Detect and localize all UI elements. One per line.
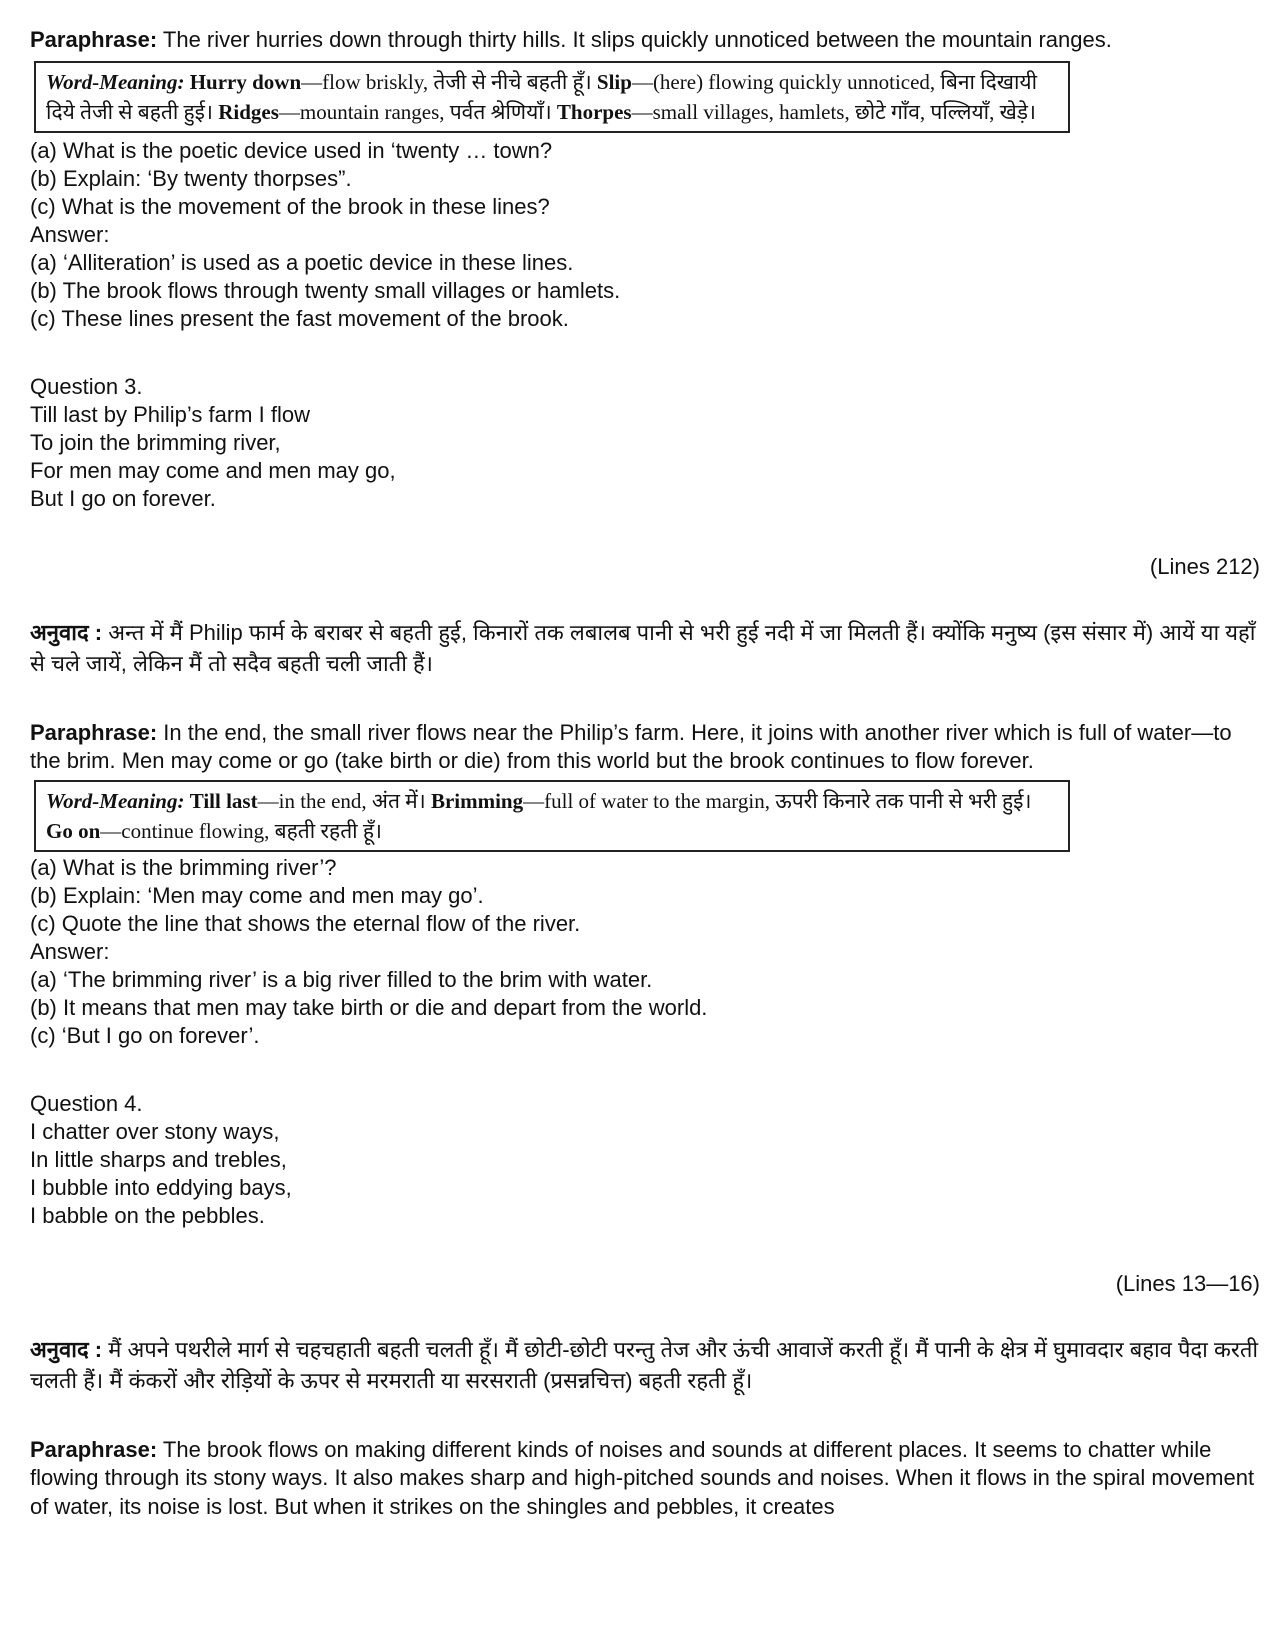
paraphrase-2 xyxy=(30,719,1260,776)
qa-line: (b) It means that men may take birth or die and depart from the world. xyxy=(30,994,708,1020)
paraphrase-label: Paraphrase: xyxy=(30,1436,158,1462)
poem-line: For men may come and men may go, xyxy=(30,457,396,483)
line-reference: (Lines 212) xyxy=(1149,553,1260,579)
wm-def: —continue flowing, बहती रहती हूँ। xyxy=(100,818,382,843)
qa-line: (b) Explain: ‘By twenty thorpses”. xyxy=(30,165,352,191)
paraphrase-text: The river hurries down through thirty hills. It slips quickly unnoticed between the mountain ranges. xyxy=(157,27,1112,52)
wm-def: —mountain ranges, पर्वत श्रेणियाँ। xyxy=(278,99,552,124)
word-meaning-box-2 xyxy=(34,780,1070,852)
word-meaning-label: Word-Meaning: xyxy=(46,788,185,813)
paraphrase-text: In the end, the small river flows near the Philip’s farm. Here, it joins with another river which is full of water—to the brim. Men may come or go (take birth or die) from this world but the brook continues to flow forever. xyxy=(30,719,1232,773)
qa-line: (a) ‘Alliteration’ is used as a poetic device in these lines. xyxy=(30,249,574,275)
paraphrase-3 xyxy=(30,1436,1260,1522)
wm-def: —(here) flowing quickly unnoticed, बिना दिखायी दिये तेजी से बहती हुई। xyxy=(46,69,1038,124)
qa-line: (b) Explain: ‘Men may come and men may go’. xyxy=(30,882,484,908)
question-answer-block-2 xyxy=(30,854,1260,1050)
question-3-poem xyxy=(30,373,1260,513)
wm-term: Go on xyxy=(46,818,101,843)
line-reference: (Lines 13—16) xyxy=(1115,1270,1260,1296)
wm-def: —flow briskly, तेजी से नीचे बहती हूँ। xyxy=(301,69,592,94)
translation-2 xyxy=(30,1334,1260,1396)
wm-term: Ridges xyxy=(218,99,279,124)
question-answer-block-1 xyxy=(30,137,1260,333)
wm-def: —in the end, अंत में। xyxy=(257,788,426,813)
poem-line: I babble on the pebbles. xyxy=(30,1202,265,1228)
translation-label: अनुवाद : xyxy=(30,619,103,645)
paraphrase-label: Paraphrase: xyxy=(30,27,158,52)
wm-term: Hurry down xyxy=(189,69,302,94)
question-4-poem xyxy=(30,1090,1260,1230)
paraphrase-label: Paraphrase: xyxy=(30,719,158,745)
wm-term: Till last xyxy=(189,788,258,813)
poem-line: Question 3. xyxy=(30,373,143,399)
qa-line: Answer: xyxy=(30,938,110,964)
wm-term: Brimming xyxy=(430,788,524,813)
qa-line: (a) ‘The brimming river’ is a big river filled to the brim with water. xyxy=(30,966,653,992)
poem-line: In little sharps and trebles, xyxy=(30,1146,287,1172)
wm-term: Slip xyxy=(596,69,632,94)
qa-line: (c) ‘But I go on forever’. xyxy=(30,1022,260,1048)
paraphrase-1 xyxy=(30,26,1260,55)
qa-line: (b) The brook flows through twenty small villages or hamlets. xyxy=(30,277,621,303)
paraphrase-text: The brook flows on making different kinds of noises and sounds at different places. It seems to chatter while flowing through its stony ways. It also makes sharp and high-pitched sounds and noises. When it flows in the spiral movement of water, its noise is lost. But when it strikes on the shingles and pebbles, it creates xyxy=(30,1436,1255,1519)
qa-line: (a) What is the brimming river’? xyxy=(30,854,337,880)
wm-def: —small villages, hamlets, छोटे गाँव, पल्लियाँ, खेड़े। xyxy=(631,99,1036,124)
qa-line: (c) Quote the line that shows the eternal flow of the river. xyxy=(30,910,581,936)
poem-line: To join the brimming river, xyxy=(30,429,281,455)
poem-line: I chatter over stony ways, xyxy=(30,1118,280,1144)
poem-line: I bubble into eddying bays, xyxy=(30,1174,292,1200)
translation-label: अनुवाद : xyxy=(30,1336,103,1362)
qa-line: (c) These lines present the fast movement of the brook. xyxy=(30,305,569,331)
poem-line: But I go on forever. xyxy=(30,485,216,511)
poem-line: Question 4. xyxy=(30,1090,143,1116)
word-meaning-box-1 xyxy=(34,61,1070,133)
qa-line: (c) What is the movement of the brook in these lines? xyxy=(30,193,550,219)
poem-line: Till last by Philip’s farm I flow xyxy=(30,401,310,427)
wm-def: —full of water to the margin, ऊपरी किनारे तक पानी से भरी हुई। xyxy=(523,788,1032,813)
qa-line: Answer: xyxy=(30,221,110,247)
translation-1 xyxy=(30,617,1260,679)
translation-text: मैं अपने पथरीले मार्ग से चहचहाती बहती चलती हूँ। मैं छोटी-छोटी परन्तु तेज और ऊंची आवाजें करती हूँ। मैं पानी के क्षेत्र में घुमावदार बहाव पैदा करती चलती हैं। मैं कंकरों और रोड़ियों के ऊपर से मरमराती या सरसराती (प्रसन्नचित्त) बहती रहती हूँ। xyxy=(30,1336,1259,1393)
word-meaning-label: Word-Meaning: xyxy=(46,69,185,94)
wm-term: Thorpes xyxy=(556,99,632,124)
document-page xyxy=(30,26,1260,1521)
translation-text: अन्त में मैं Philip फार्म के बराबर से बहती हुई, किनारों तक लबालब पानी से भरी हुई नदी में जा मिलती हैं। क्योंकि मनुष्य (इस संसार में) आयें या यहाँ से चले जायें, लेकिन मैं तो सदैव बहती चली जाती हैं। xyxy=(30,619,1256,676)
qa-line: (a) What is the poetic device used in ‘twenty … town? xyxy=(30,137,553,163)
